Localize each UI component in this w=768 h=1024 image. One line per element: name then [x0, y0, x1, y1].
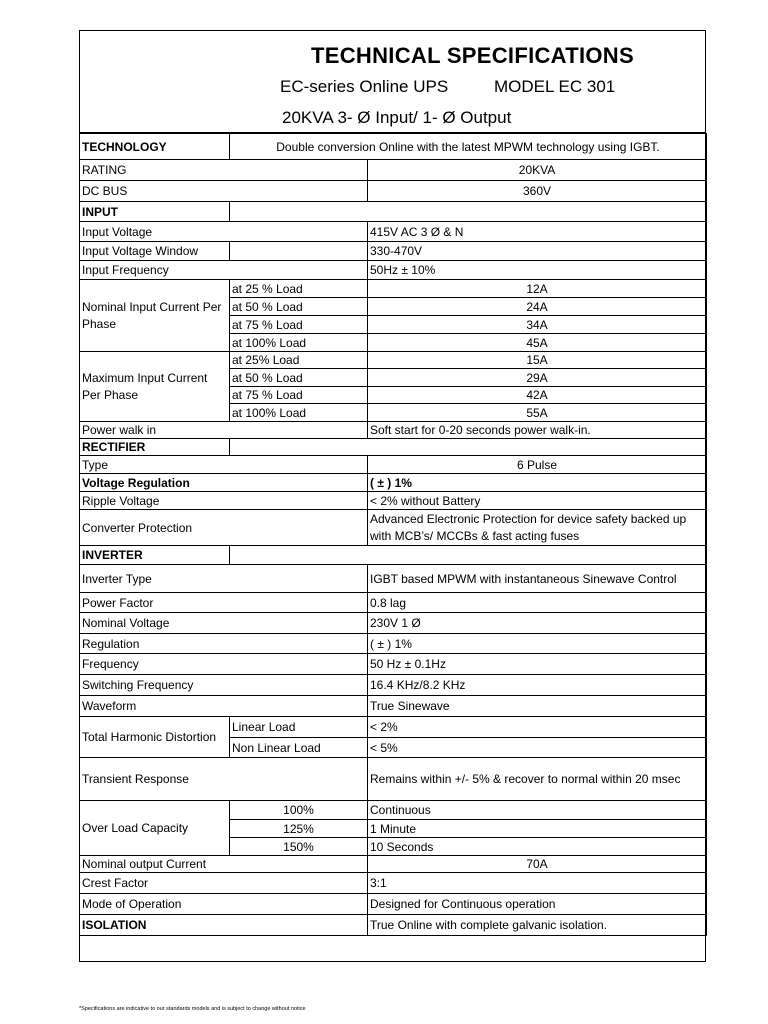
row-label-ripple: Ripple Voltage	[80, 492, 368, 510]
row-label-frequency: Frequency	[80, 654, 368, 675]
row-value-switching-frequency: 16.4 KHz/8.2 KHz	[368, 675, 707, 696]
row-label-nominal-current: Nominal Input Current Per Phase	[80, 280, 230, 352]
row-label-mode: Mode of Operation	[80, 894, 368, 915]
row-label-crest-factor: Crest Factor	[80, 873, 368, 894]
row-label-voltage-regulation: Voltage Regulation	[80, 474, 368, 492]
overload-percent: 150%	[230, 838, 368, 856]
footnote: *Specifications are indicative to our standards models and is subject to change without notice	[79, 1006, 306, 1012]
section-blank	[230, 546, 707, 565]
row-value-power-factor: 0.8 lag	[368, 593, 707, 613]
table-row	[80, 492, 707, 510]
table-row	[80, 696, 707, 717]
table-row	[80, 134, 707, 160]
row-value-crest-factor: 3:1	[368, 873, 707, 894]
current-value: 55A	[368, 404, 707, 422]
table-row	[80, 261, 707, 280]
current-value: 42A	[368, 387, 707, 404]
overload-duration: Continuous	[368, 801, 707, 820]
row-label-input-frequency: Input Frequency	[80, 261, 368, 280]
title-block	[80, 31, 705, 133]
row-label-walk-in: Power walk in	[80, 422, 368, 439]
spec-table	[79, 133, 707, 936]
table-row	[80, 593, 707, 613]
load-condition: at 100% Load	[230, 404, 368, 422]
row-label-dc-bus: DC BUS	[80, 181, 368, 202]
row-value-inverter-type: IGBT based MPWM with instantaneous Sinewave Control	[368, 565, 707, 593]
table-row	[80, 675, 707, 696]
table-row	[80, 856, 707, 873]
row-value-waveform: True Sinewave	[368, 696, 707, 717]
row-label-transient: Transient Response	[80, 758, 368, 801]
row-value-frequency: 50 Hz ± 0.1Hz	[368, 654, 707, 675]
section-blank	[230, 439, 707, 456]
row-spacer	[230, 242, 368, 261]
table-row	[80, 352, 707, 369]
section-heading-input: INPUT	[80, 202, 230, 222]
load-condition: Linear Load	[230, 717, 368, 738]
table-row	[80, 654, 707, 675]
row-label-output-current: Nominal output Current	[80, 856, 368, 873]
table-row	[80, 474, 707, 492]
load-condition: at 75 % Load	[230, 387, 368, 404]
row-label-power-factor: Power Factor	[80, 593, 368, 613]
row-label-isolation: ISOLATION	[80, 915, 368, 936]
row-value-converter-protection: Advanced Electronic Protection for device safety backed up with MCB’s/ MCCBs & fast acting fuses	[368, 510, 707, 546]
row-value-walk-in: Soft start for 0-20 seconds power walk-in.	[368, 422, 707, 439]
row-value-rating: 20KVA	[368, 160, 707, 181]
table-row	[80, 717, 707, 738]
row-label-inverter-type: Inverter Type	[80, 565, 368, 593]
row-label-max-current: Maximum Input Current Per Phase	[80, 352, 230, 422]
current-value: 45A	[368, 334, 707, 352]
table-row	[80, 565, 707, 593]
thd-value: < 2%	[368, 717, 707, 738]
table-row	[80, 510, 707, 546]
row-value-input-window: 330-470V	[368, 242, 707, 261]
model-number: MODEL EC 301	[494, 77, 616, 96]
section-heading-rectifier: RECTIFIER	[80, 439, 230, 456]
row-label-converter-protection: Converter Protection	[80, 510, 368, 546]
current-value: 15A	[368, 352, 707, 369]
load-condition: at 25% Load	[230, 352, 368, 369]
load-condition: Non Linear Load	[230, 738, 368, 758]
table-row	[80, 546, 707, 565]
row-label-thd: Total Harmonic Distortion	[80, 717, 230, 758]
table-row	[80, 181, 707, 202]
table-row	[80, 613, 707, 634]
row-value-voltage-regulation: ( ± ) 1%	[368, 474, 707, 492]
table-row	[80, 422, 707, 439]
load-condition: at 100% Load	[230, 334, 368, 352]
row-label-nominal-voltage: Nominal Voltage	[80, 613, 368, 634]
current-value: 24A	[368, 298, 707, 316]
table-row	[80, 439, 707, 456]
row-label-switching-frequency: Switching Frequency	[80, 675, 368, 696]
table-row	[80, 222, 707, 242]
row-value-regulation: ( ± ) 1%	[368, 634, 707, 654]
table-row	[80, 758, 707, 801]
overload-duration: 10 Seconds	[368, 838, 707, 856]
row-label-regulation: Regulation	[80, 634, 368, 654]
row-value-isolation: True Online with complete galvanic isolation.	[368, 915, 707, 936]
row-value-output-current: 70A	[368, 856, 707, 873]
table-row	[80, 242, 707, 261]
spec-sheet	[79, 30, 706, 962]
current-value: 34A	[368, 316, 707, 334]
table-row	[80, 873, 707, 894]
row-value-input-voltage: 415V AC 3 Ø & N	[368, 222, 707, 242]
document-title: TECHNICAL SPECIFICATIONS	[311, 43, 634, 68]
table-row	[80, 894, 707, 915]
product-series: EC-series Online UPS	[280, 77, 449, 96]
table-row	[80, 801, 707, 820]
table-row	[80, 160, 707, 181]
row-label-overload: Over Load Capacity	[80, 801, 230, 856]
row-value-transient: Remains within +/- 5% & recover to normal within 20 msec	[368, 758, 707, 801]
table-row	[80, 202, 707, 222]
section-blank	[230, 202, 707, 222]
section-heading-inverter: INVERTER	[80, 546, 230, 565]
thd-value: < 5%	[368, 738, 707, 758]
load-condition: at 50 % Load	[230, 369, 368, 387]
table-row	[80, 915, 707, 936]
row-value-dc-bus: 360V	[368, 181, 707, 202]
table-row	[80, 280, 707, 298]
overload-percent: 125%	[230, 820, 368, 838]
row-label-input-window: Input Voltage Window	[80, 242, 230, 261]
row-value-input-frequency: 50Hz ± 10%	[368, 261, 707, 280]
row-value-nominal-voltage: 230V 1 Ø	[368, 613, 707, 634]
row-label-waveform: Waveform	[80, 696, 368, 717]
table-row	[80, 634, 707, 654]
row-value-rectifier-type: 6 Pulse	[368, 456, 707, 474]
row-label-rating: RATING	[80, 160, 368, 181]
row-value-technology: Double conversion Online with the latest MPWM technology using IGBT.	[230, 134, 707, 160]
phase-configuration: 20KVA 3- Ø Input/ 1- Ø Output	[282, 108, 512, 127]
row-value-ripple: < 2% without Battery	[368, 492, 707, 510]
overload-percent: 100%	[230, 801, 368, 820]
load-condition: at 25 % Load	[230, 280, 368, 298]
overload-duration: 1 Minute	[368, 820, 707, 838]
row-label-rectifier-type: Type	[80, 456, 368, 474]
current-value: 12A	[368, 280, 707, 298]
load-condition: at 50 % Load	[230, 298, 368, 316]
row-value-mode: Designed for Continuous operation	[368, 894, 707, 915]
row-label-technology: TECHNOLOGY	[80, 134, 230, 160]
load-condition: at 75 % Load	[230, 316, 368, 334]
row-label-input-voltage: Input Voltage	[80, 222, 368, 242]
table-row	[80, 456, 707, 474]
current-value: 29A	[368, 369, 707, 387]
